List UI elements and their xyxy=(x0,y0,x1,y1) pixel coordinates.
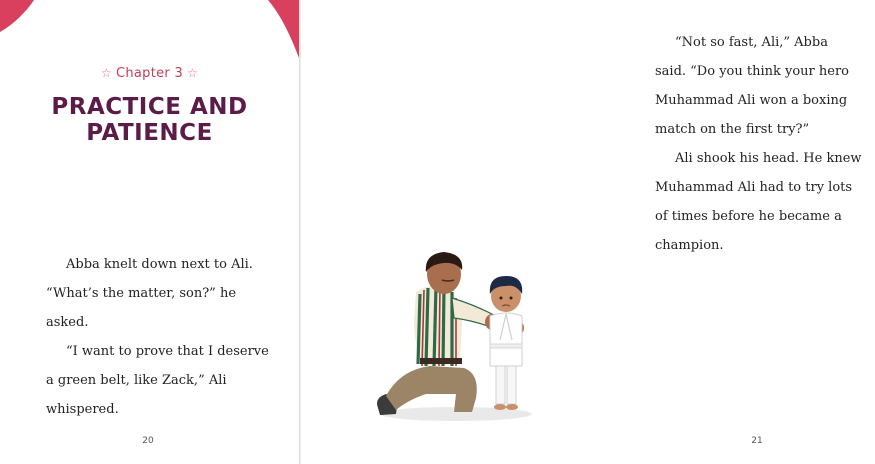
left-page-text xyxy=(46,250,278,424)
text-line: match on the first try?” xyxy=(655,122,810,137)
chapter-title xyxy=(0,94,299,146)
chapter-title-line: PATIENCE xyxy=(86,120,213,146)
page-number: 21 xyxy=(751,436,763,446)
text-line: Ali shook his head. He knew xyxy=(675,151,862,166)
text-line: “I want to prove that I deserve xyxy=(66,344,269,359)
star-icon: ☆ xyxy=(187,66,199,80)
text-line: of times before he became a xyxy=(655,209,842,224)
father-son-illustration xyxy=(368,248,538,423)
page-number: 20 xyxy=(142,436,154,446)
left-page xyxy=(0,0,299,464)
text-line: “Not so fast, Ali,” Abba xyxy=(675,35,828,50)
right-page-text xyxy=(655,28,875,260)
star-icon: ☆ xyxy=(100,66,112,80)
text-line: Muhammad Ali had to try lots xyxy=(655,180,853,195)
text-line: asked. xyxy=(46,315,89,330)
text-line: champion. xyxy=(655,238,724,253)
corner-decoration xyxy=(0,0,299,70)
chapter-label-text: Chapter 3 xyxy=(115,66,184,81)
chapter-label xyxy=(0,66,299,81)
text-line: a green belt, like Zack,” Ali xyxy=(46,373,227,388)
text-line: “What’s the matter, son?” he xyxy=(46,286,237,301)
chapter-title-line: PRACTICE AND xyxy=(51,94,248,120)
text-line: Muhammad Ali won a boxing xyxy=(655,93,848,108)
text-line: whispered. xyxy=(46,402,119,417)
text-line: Abba knelt down next to Ali. xyxy=(66,257,253,272)
text-line: said. “Do you think your hero xyxy=(655,64,850,79)
